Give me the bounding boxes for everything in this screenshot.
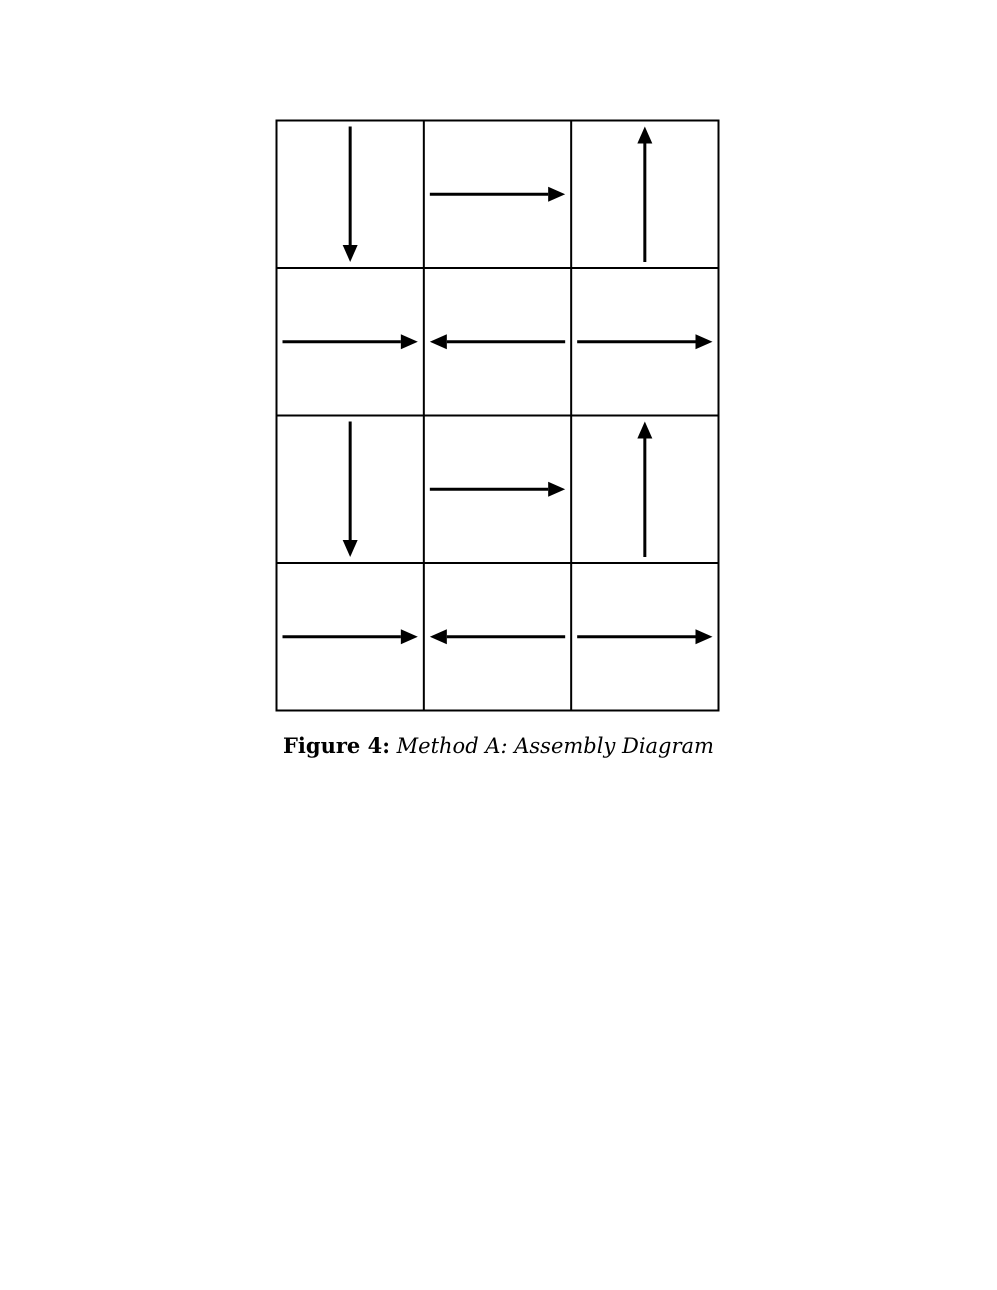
- figure-caption: [0, 733, 997, 758]
- arrow-right-icon: [283, 334, 418, 349]
- arrow-right-icon: [577, 334, 712, 349]
- assembly-grid: [275, 119, 720, 712]
- grid-arrows: [283, 127, 713, 645]
- arrow-head: [696, 334, 713, 349]
- arrow-up-icon: [637, 127, 652, 263]
- arrow-head: [548, 187, 565, 202]
- arrow-head: [430, 629, 447, 644]
- arrow-right-icon: [430, 482, 565, 497]
- arrow-head: [637, 422, 652, 439]
- arrow-left-icon: [430, 334, 565, 349]
- arrow-down-icon: [343, 127, 358, 263]
- arrow-head: [343, 245, 358, 262]
- grid-lines: [277, 121, 719, 711]
- arrow-head: [343, 540, 358, 557]
- arrow-right-icon: [577, 629, 712, 644]
- arrow-head: [548, 482, 565, 497]
- arrow-down-icon: [343, 422, 358, 558]
- arrow-head: [430, 334, 447, 349]
- arrow-up-icon: [637, 422, 652, 558]
- arrow-head: [696, 629, 713, 644]
- caption-label: Figure 4:: [283, 733, 390, 758]
- arrow-right-icon: [283, 629, 418, 644]
- caption-title: Method A: Assembly Diagram: [396, 734, 714, 758]
- arrow-head: [637, 127, 652, 144]
- arrow-head: [401, 629, 418, 644]
- arrow-left-icon: [430, 629, 565, 644]
- arrow-head: [401, 334, 418, 349]
- arrow-right-icon: [430, 187, 565, 202]
